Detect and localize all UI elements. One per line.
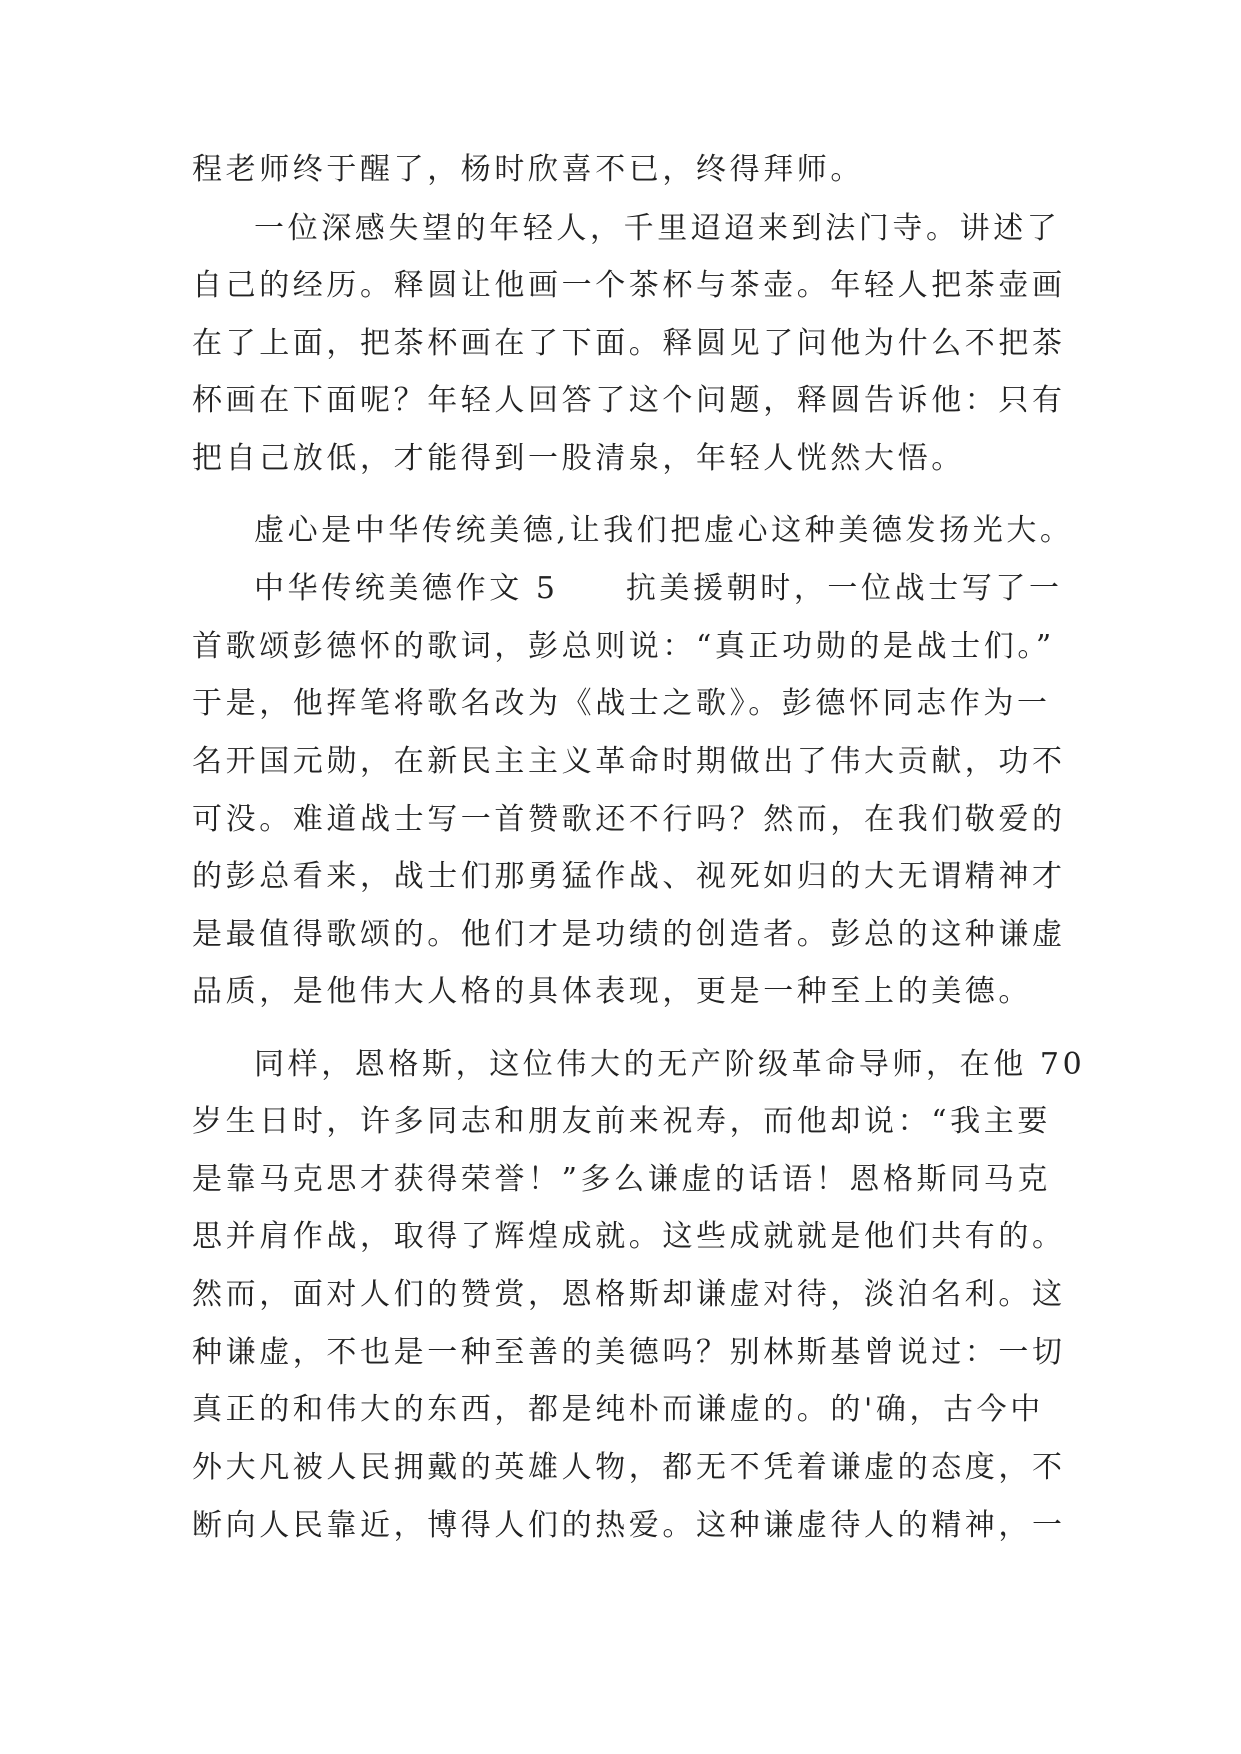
text-line: 杯画在下面呢？年轻人回答了这个问题，释圆告诉他：只有	[192, 383, 1066, 418]
text-line: 外大凡被人民拥戴的英雄人物，都无不凭着谦虚的态度，不	[192, 1450, 1066, 1485]
text-line: 是最值得歌颂的。他们才是功绩的创造者。彭总的这种谦虚	[192, 917, 1066, 952]
text-line: 自己的经历。释圆让他画一个茶杯与茶壶。年轻人把茶壶画	[192, 268, 1066, 303]
text-line: 种谦虚，不也是一种至善的美德吗？别林斯基曾说过：一切	[192, 1335, 1066, 1370]
text-line: 于是，他挥笔将歌名改为《战士之歌》。彭德怀同志作为一	[192, 686, 1051, 721]
text-line: 首歌颂彭德怀的歌词，彭总则说：“真正功勋的是战士们。”	[192, 629, 1055, 664]
text-line: 断向人民靠近，博得人们的热爱。这种谦虚待人的精神，一	[192, 1508, 1066, 1543]
text-line: 把自己放低，才能得到一股清泉，年轻人恍然大悟。	[192, 441, 965, 476]
text-line: 程老师终于醒了，杨时欣喜不已，终得拜师。	[192, 152, 864, 187]
text-line: 在了上面，把茶杯画在了下面。释圆见了问他为什么不把茶	[192, 326, 1066, 361]
text-line: 思并肩作战，取得了辉煌成就。这些成就就是他们共有的。	[192, 1219, 1066, 1254]
text-line: 的彭总看来，战士们那勇猛作战、视死如归的大无谓精神才	[192, 859, 1066, 894]
text-line: 可没。难道战士写一首赞歌还不行吗？然而，在我们敬爱的	[192, 802, 1066, 837]
text-line: 真正的和伟大的东西，都是纯朴而谦虚的。的'确，古今中	[192, 1392, 1044, 1427]
text-line: 是靠马克思才获得荣誉！”多么谦虚的话语！恩格斯同马克	[192, 1162, 1051, 1197]
text-line: 然而，面对人们的赞赏，恩格斯却谦虚对待，淡泊名利。这	[192, 1277, 1066, 1312]
text-line: 同样，恩格斯，这位伟大的无产阶级革命导师，在他 70	[254, 1047, 1086, 1082]
text-line: 中华传统美德作文 5 抗美援朝时，一位战士写了一	[254, 571, 1063, 606]
text-line: 名开国元勋，在新民主主义革命时期做出了伟大贡献，功不	[192, 744, 1066, 779]
text-line: 岁生日时，许多同志和朋友前来祝寿，而他却说：“我主要	[192, 1104, 1051, 1139]
text-line: 品质，是他伟大人格的具体表现，更是一种至上的美德。	[192, 974, 1032, 1009]
text-line: 一位深感失望的年轻人，千里迢迢来到法门寺。讲述了	[254, 211, 1061, 246]
text-line: 虚心是中华传统美德,让我们把虚心这种美德发扬光大。	[254, 513, 1074, 548]
